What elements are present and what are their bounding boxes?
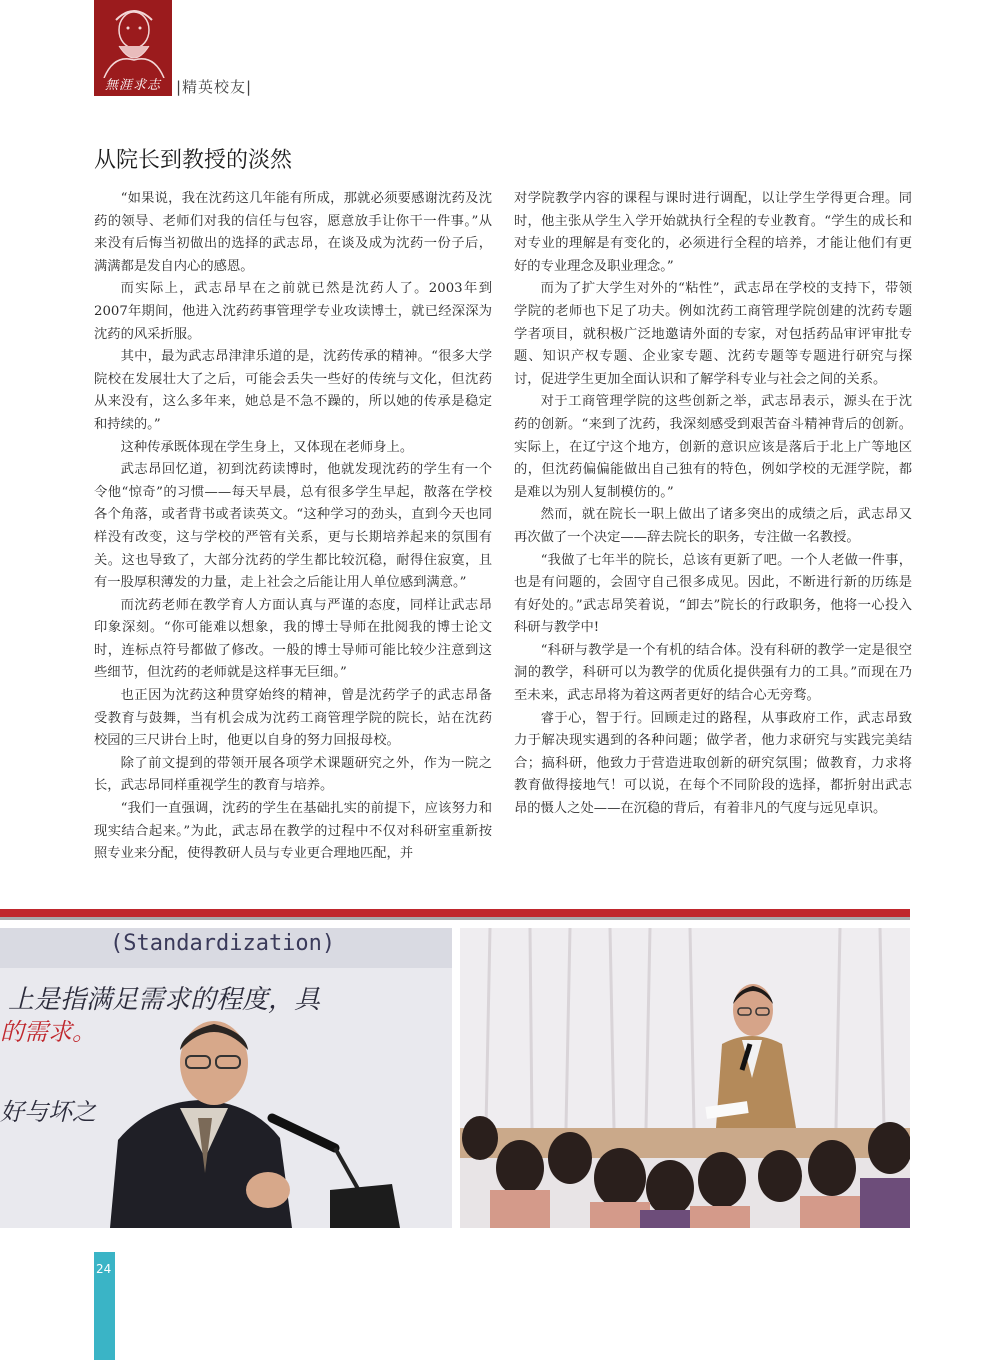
divider-red — [0, 909, 910, 917]
paragraph: 这种传承既体现在学生身上，又体现在老师身上。 — [120, 439, 414, 455]
paragraph: “科研与教学是一个有机的结合体。没有科研的教学一定是很空洞的教学，科研可以为教学的优质化提供强有力的工具。”而现在乃至未来，武志昂将为着这两者更好的结合心无旁骛。 — [514, 642, 912, 704]
paragraph: “如果说，我在沈药这几年能有所成，那就必须要感谢沈药及沈药的领导、老师们对我的信任与包容，愿意放手让你干一件事。”从来没有后悔当初做出的选择的武志昂，在谈及成为沈药一份子后，满满都是发自内心的感恩。 — [94, 191, 492, 274]
page-number: 24 — [96, 1262, 112, 1276]
photo-lecturer-podium — [0, 928, 452, 1228]
screen-text: (Standardization) — [110, 931, 336, 956]
paragraph: 而实际上，武志昂早在之前就已然是沈药人了。2003年到2007年期间，他进入沈药药事管理学专业攻读博士，就已经深深为沈药的风采折服。 — [94, 281, 492, 342]
paragraph: “我做了七年半的院长，总该有更新了吧。一个人老做一件事，也是有问题的，会固守自己很多成见。因此，不断进行新的历练是有好处的。”武志昂笑着说，“卸去”院长的行政职务，他将一心投入科研与教学中! — [514, 552, 912, 636]
screen-text: 上是指满足需求的程度，具 — [8, 985, 321, 1015]
magazine-logo — [94, 0, 172, 96]
portrait-illustration-icon — [94, 0, 172, 78]
screen-text: 的需求。 — [0, 1018, 96, 1046]
divider-gray — [0, 917, 910, 920]
paragraph: 而为了扩大学生对外的“粘性”，武志昂在学校的支持下，带领学院的老师也下足了功夫。例如沈药工商管理学院创建的沈药专题学者项目，就积极广泛地邀请外面的专家，对包括药品审评审批专题、知识产权专题、企业家专题、沈药专题等专题进行研究与探讨，促进学生更加全面认识和了解学科专业与社会之间的关系。 — [514, 281, 912, 387]
photo-speaker-audience — [460, 928, 910, 1228]
screen-text: 好与坏之 — [0, 1098, 96, 1126]
section-label: |精英校友| — [176, 78, 253, 96]
paragraph: 武志昂回忆道，初到沈药读博时，他就发现沈药的学生有一个令他“惊奇”的习惯——每天早晨，总有很多学生早起，散落在学校各个角落，或者背书或者读英文。“这种学习的劲头，直到今天也同样没有改变，这与学校的严管有关系，更与长期培养起来的氛围有关。这也导致了，大部分沈药的学生都比较沉稳，耐得住寂寞，且有一股厚积薄发的力量，走上社会之后能让用人单位感到满意。” — [94, 462, 492, 591]
paragraph: 对于工商管理学院的这些创新之举，武志昂表示，源头在于沈药的创新。“来到了沈药，我深刻感受到艰苦奋斗精神背后的创新。实际上，在辽宁这个地方，创新的意识应该是落后于北上广等地区的，但沈药偏偏能做出自己独有的特色，例如学校的无涯学院，都是难以为别人复制模仿的。” — [514, 394, 913, 500]
paragraph: 睿于心，智于行。回顾走过的路程，从事政府工作，武志昂致力于解决现实遇到的各种问题；做学者，他力求研究与实践完美结合；搞科研，他致力于营造进取创新的研究氛围；做教育，力求将教育做得接地气！可以说，在每个不同阶段的选择，都折射出武志昂的慑人之处——在沉稳的背后，有着非凡的气度与远见卓识。 — [514, 710, 912, 817]
paragraph: 然而，就在院长一职上做出了诸多突出的成绩之后，武志昂又再次做了一个决定——辞去院长的职务，专注做一名教授。 — [514, 507, 912, 545]
logo-calligraphy-text: 無涯求志 — [104, 78, 161, 93]
article-title: 从院长到教授的淡然 — [94, 148, 293, 173]
paragraph: 也正因为沈药这种贯穿始终的精神，曾是沈药学子的武志昂备受教育与鼓舞，当有机会成为沈药工商管理学院的院长，站在沈药校园的三尺讲台上时，他更以自身的努力回报母校。 — [94, 688, 492, 749]
paragraph: “我们一直强调，沈药的学生在基础扎实的前提下，应该努力和现实结合起来。”为此，武志昂在教学的过程中不仅对科研室重新按照专业来分配，使得教研人员与专业更合理地匹配，并 — [94, 801, 492, 862]
article-column-left — [94, 188, 492, 866]
paragraph: 而沈药老师在教学育人方面认真与严谨的态度，同样让武志昂印象深刻。“你可能难以想象，我的博士导师在批阅我的博士论文时，连标点符号都做了修改。一般的博士导师可能比较少注意到这些细节，但沈药的老师就是这样事无巨细。” — [94, 597, 492, 681]
paragraph: 其中，最为武志昂津津乐道的是，沈药传承的精神。“很多大学院校在发展壮大了之后，可能会丢失一些好的传统与文化，但沈药从来没有，这么多年来，她总是不急不躁的，所以她的传承是稳定和持续的。” — [94, 349, 492, 432]
paragraph-continuation: 对学院教学内容的课程与课时进行调配，以让学生学得更合理。同时，他主张从学生入学开始就执行全程的专业教育。“学生的成长和对专业的理解是有变化的，必须进行全程的培养，才能让他们有更好的专业理念及职业理念。” — [514, 191, 912, 274]
paragraph: 除了前文提到的带领开展各项学术课题研究之外，作为一院之长，武志昂同样重视学生的教育与培养。 — [94, 755, 492, 794]
article-column-right — [514, 188, 912, 821]
